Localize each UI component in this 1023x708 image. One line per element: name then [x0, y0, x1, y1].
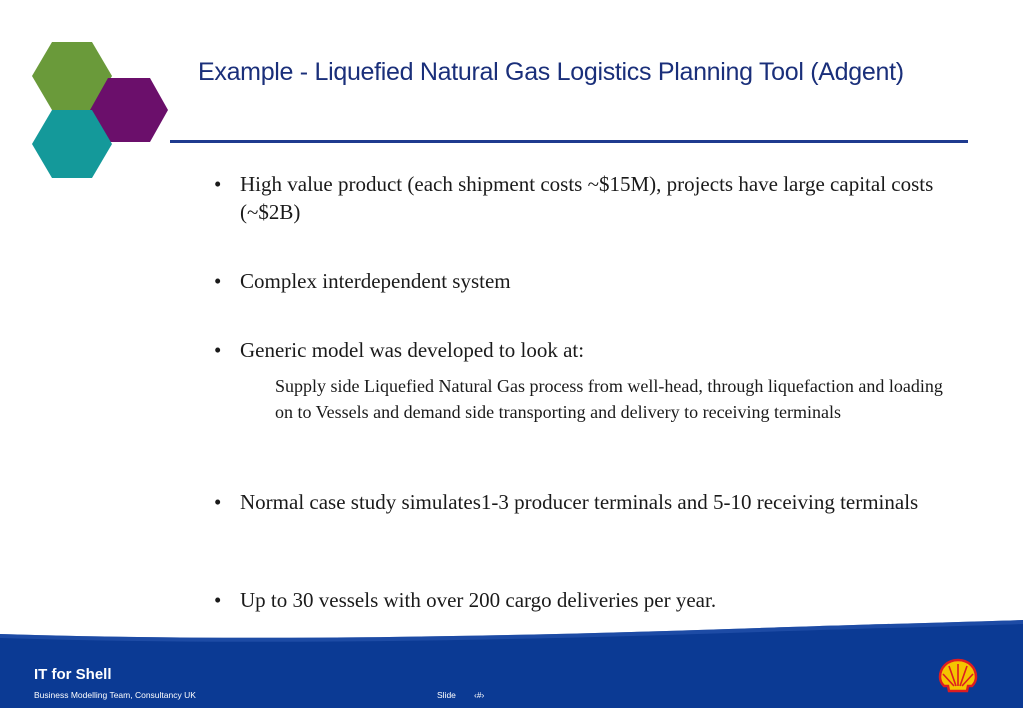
- bullet-text: Complex interdependent system: [240, 269, 511, 293]
- bullet-item: [214, 336, 964, 364]
- bullet-text: Up to 30 vessels with over 200 cargo deliveries per year.: [240, 588, 717, 612]
- sub-paragraph: Supply side Liquefied Natural Gas process from well-head, through liquefaction and loading on to Vessels and demand side transporting and delivery to receiving terminals: [275, 376, 943, 422]
- bullet-item: [214, 267, 964, 295]
- bullet-item: [214, 488, 964, 516]
- footer-team: Business Modelling Team, Consultancy UK: [34, 690, 196, 700]
- bullet-dot: •: [214, 338, 222, 362]
- bullet-text: Normal case study simulates1-3 producer terminals and 5-10 receiving terminals: [240, 490, 919, 514]
- shell-pecten-icon: [938, 658, 978, 694]
- hexagon-cluster-icon: [28, 40, 173, 182]
- footer-brand: IT for Shell: [34, 666, 112, 683]
- slide-title: Example - Liquefied Natural Gas Logistics Planning Tool (Adgent): [198, 58, 904, 86]
- title-divider: [170, 140, 968, 143]
- bullet-dot: •: [214, 490, 222, 514]
- bullet-dot: •: [214, 269, 222, 293]
- footer-slide-label: Slide: [437, 690, 456, 700]
- bullet-dot: •: [214, 588, 222, 612]
- bullet-item: [214, 170, 964, 226]
- bullet-text: Generic model was developed to look at:: [240, 338, 585, 362]
- bullet-dot: •: [214, 172, 222, 196]
- footer-slide-number: ‹#›: [474, 690, 485, 700]
- bullet-text: High value product (each shipment costs ~$15M), projects have large capital costs (~$2B): [240, 172, 934, 224]
- bullet-item: [214, 586, 964, 614]
